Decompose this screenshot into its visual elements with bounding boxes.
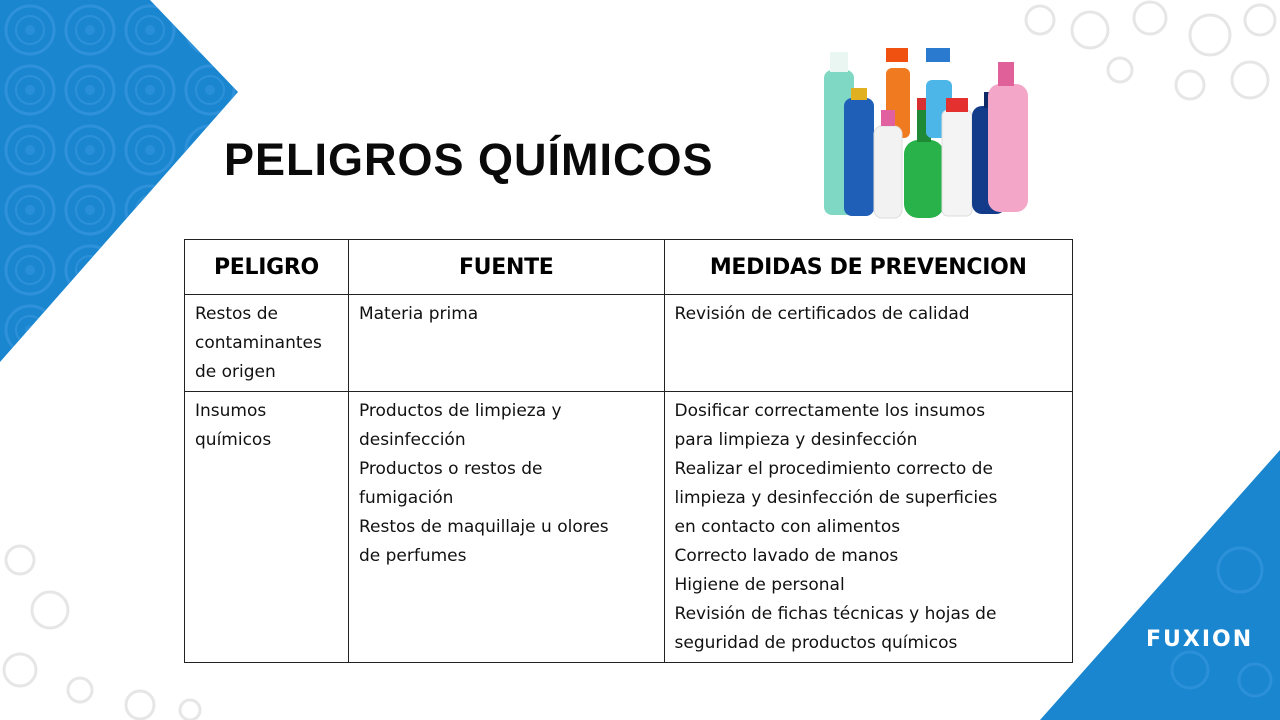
- cell-line: Dosificar correctamente los insumos: [674, 401, 986, 421]
- cell-line: Productos de limpieza y: [358, 401, 562, 421]
- table-row: [185, 392, 1073, 663]
- top-right-pattern-decoration: [1000, 0, 1280, 120]
- cell-line: Materia prima: [358, 304, 479, 324]
- table-row: [185, 295, 1073, 392]
- bottom-right-blue-triangle-decoration: [1040, 450, 1280, 720]
- cell-line: limpieza y desinfección de superficies: [674, 488, 998, 508]
- cell-line: Restos de maquillaje u olores: [358, 517, 609, 537]
- cell-line: de origen: [195, 362, 276, 382]
- cell-line: seguridad de productos químicos: [674, 633, 958, 653]
- cell-line: contaminantes: [195, 333, 322, 353]
- cell-line: para limpieza y desinfección: [674, 430, 918, 450]
- header-fuente: FUENTE: [348, 240, 664, 295]
- cell-line: Insumos: [195, 401, 267, 421]
- fuxion-logo: FUXION: [1146, 627, 1254, 652]
- cleaning-bottles-image: [816, 40, 1041, 220]
- cell-line: Productos o restos de: [358, 459, 543, 479]
- cell-line: Higiene de personal: [674, 575, 845, 595]
- hazards-table: [184, 239, 1073, 663]
- cell-line: Correcto lavado de manos: [674, 546, 899, 566]
- cell-medidas: [664, 295, 1072, 392]
- cell-medidas: [664, 392, 1072, 663]
- cell-line: desinfección: [358, 430, 466, 450]
- cell-fuente: [348, 295, 664, 392]
- cell-peligro: [185, 392, 349, 663]
- page-title: PELIGROS QUÍMICOS: [224, 134, 714, 185]
- cell-line: de perfumes: [358, 546, 467, 566]
- cell-fuente: [348, 392, 664, 663]
- cell-line: Restos de: [195, 304, 278, 324]
- header-medidas: MEDIDAS DE PREVENCION: [664, 240, 1072, 295]
- cell-line: químicos: [195, 430, 272, 450]
- cell-peligro: [185, 295, 349, 392]
- header-peligro: PELIGRO: [185, 240, 349, 295]
- cell-line: en contacto con alimentos: [674, 517, 901, 537]
- cell-line: Revisión de fichas técnicas y hojas de: [674, 604, 997, 624]
- table-header-row: [185, 240, 1073, 295]
- cell-line: Realizar el procedimiento correcto de: [674, 459, 993, 479]
- cell-line: fumigación: [358, 488, 454, 508]
- cell-line: Revisión de certificados de calidad: [674, 304, 970, 324]
